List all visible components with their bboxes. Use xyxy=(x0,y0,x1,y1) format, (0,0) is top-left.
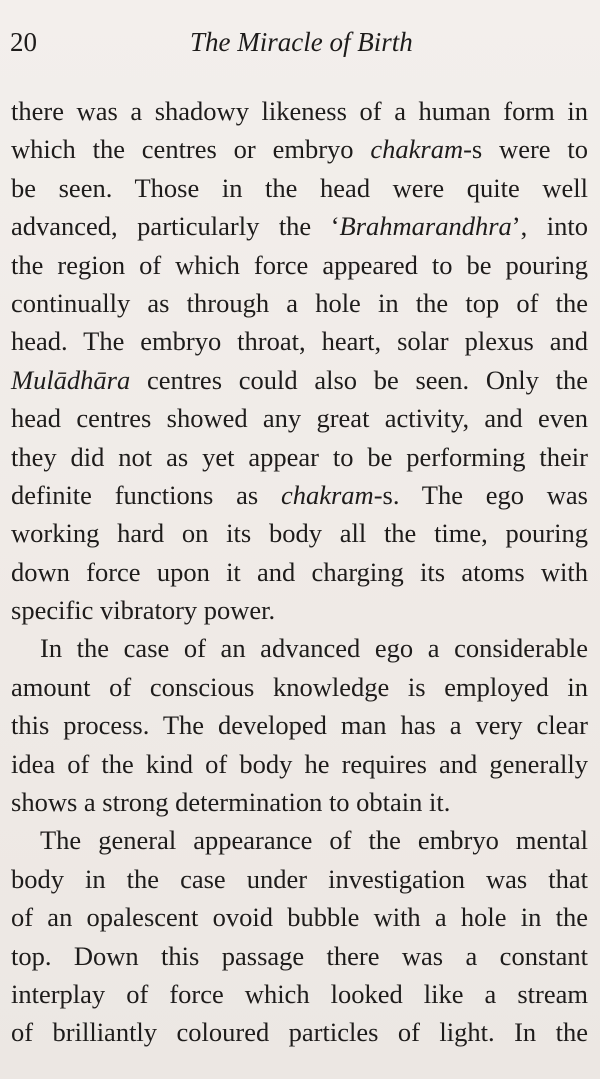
text-segment: centres could also be seen. Only the xyxy=(130,364,588,395)
text-line: idea of the kind of body he requires and generally xyxy=(11,748,588,779)
text-line: top. Down this passage there was a constant xyxy=(11,940,588,971)
italic-term: Mulādhāra xyxy=(11,364,131,395)
text-segment: ’, into xyxy=(511,211,588,242)
text-line: down force upon it and charging its atoms with xyxy=(11,556,588,587)
text-line: of an opalescent ovoid bubble with a hole in the xyxy=(11,902,588,933)
text-line: working hard on its body all the time, pouring xyxy=(11,518,588,549)
text-line: body in the case under investigation was that xyxy=(11,863,588,894)
text-segment: -s. The ego was xyxy=(373,479,588,510)
text-line: In the case of an advanced ego a considerable xyxy=(40,633,588,664)
text-segment: definite functions as xyxy=(11,479,281,510)
running-title: The Miracle of Birth xyxy=(190,27,413,57)
text-segment: advanced, particularly the ‘ xyxy=(11,211,340,242)
text-line: specific vibratory power. xyxy=(11,595,276,626)
text-segment: -s were to xyxy=(463,134,588,165)
text-line: be seen. Those in the head were quite well xyxy=(11,172,588,203)
text-line: amount of conscious knowledge is employed in xyxy=(11,671,588,702)
text-line: head. The embryo throat, heart, solar plexus and xyxy=(11,326,588,357)
italic-term: Brahmarandhra xyxy=(339,211,512,242)
text-line: interplay of force which looked like a stream xyxy=(11,978,588,1009)
body-text xyxy=(11,92,588,1052)
page-number: 20 xyxy=(10,27,37,57)
text-line: shows a strong determination to obtain it. xyxy=(11,787,451,818)
text-line: they did not as yet appear to be performing their xyxy=(11,441,588,472)
text-segment: which the centres or embryo xyxy=(11,134,371,165)
running-head xyxy=(10,22,580,62)
text-line xyxy=(11,207,588,245)
text-line: continually as through a hole in the top of the xyxy=(11,287,588,318)
text-line: the region of which force appeared to be pouring xyxy=(11,249,588,280)
italic-term: chakram xyxy=(370,134,464,165)
text-line xyxy=(11,361,588,399)
text-line: of brilliantly coloured particles of light. In the xyxy=(11,1017,588,1048)
text-line: The general appearance of the embryo mental xyxy=(40,825,588,856)
text-line xyxy=(11,130,588,168)
text-line: there was a shadowy likeness of a human form in xyxy=(11,96,588,126)
text-line xyxy=(11,476,588,514)
text-line: this process. The developed man has a very clear xyxy=(11,710,588,741)
italic-term: chakram xyxy=(280,479,374,510)
text-line: head centres showed any great activity, and even xyxy=(11,403,588,434)
